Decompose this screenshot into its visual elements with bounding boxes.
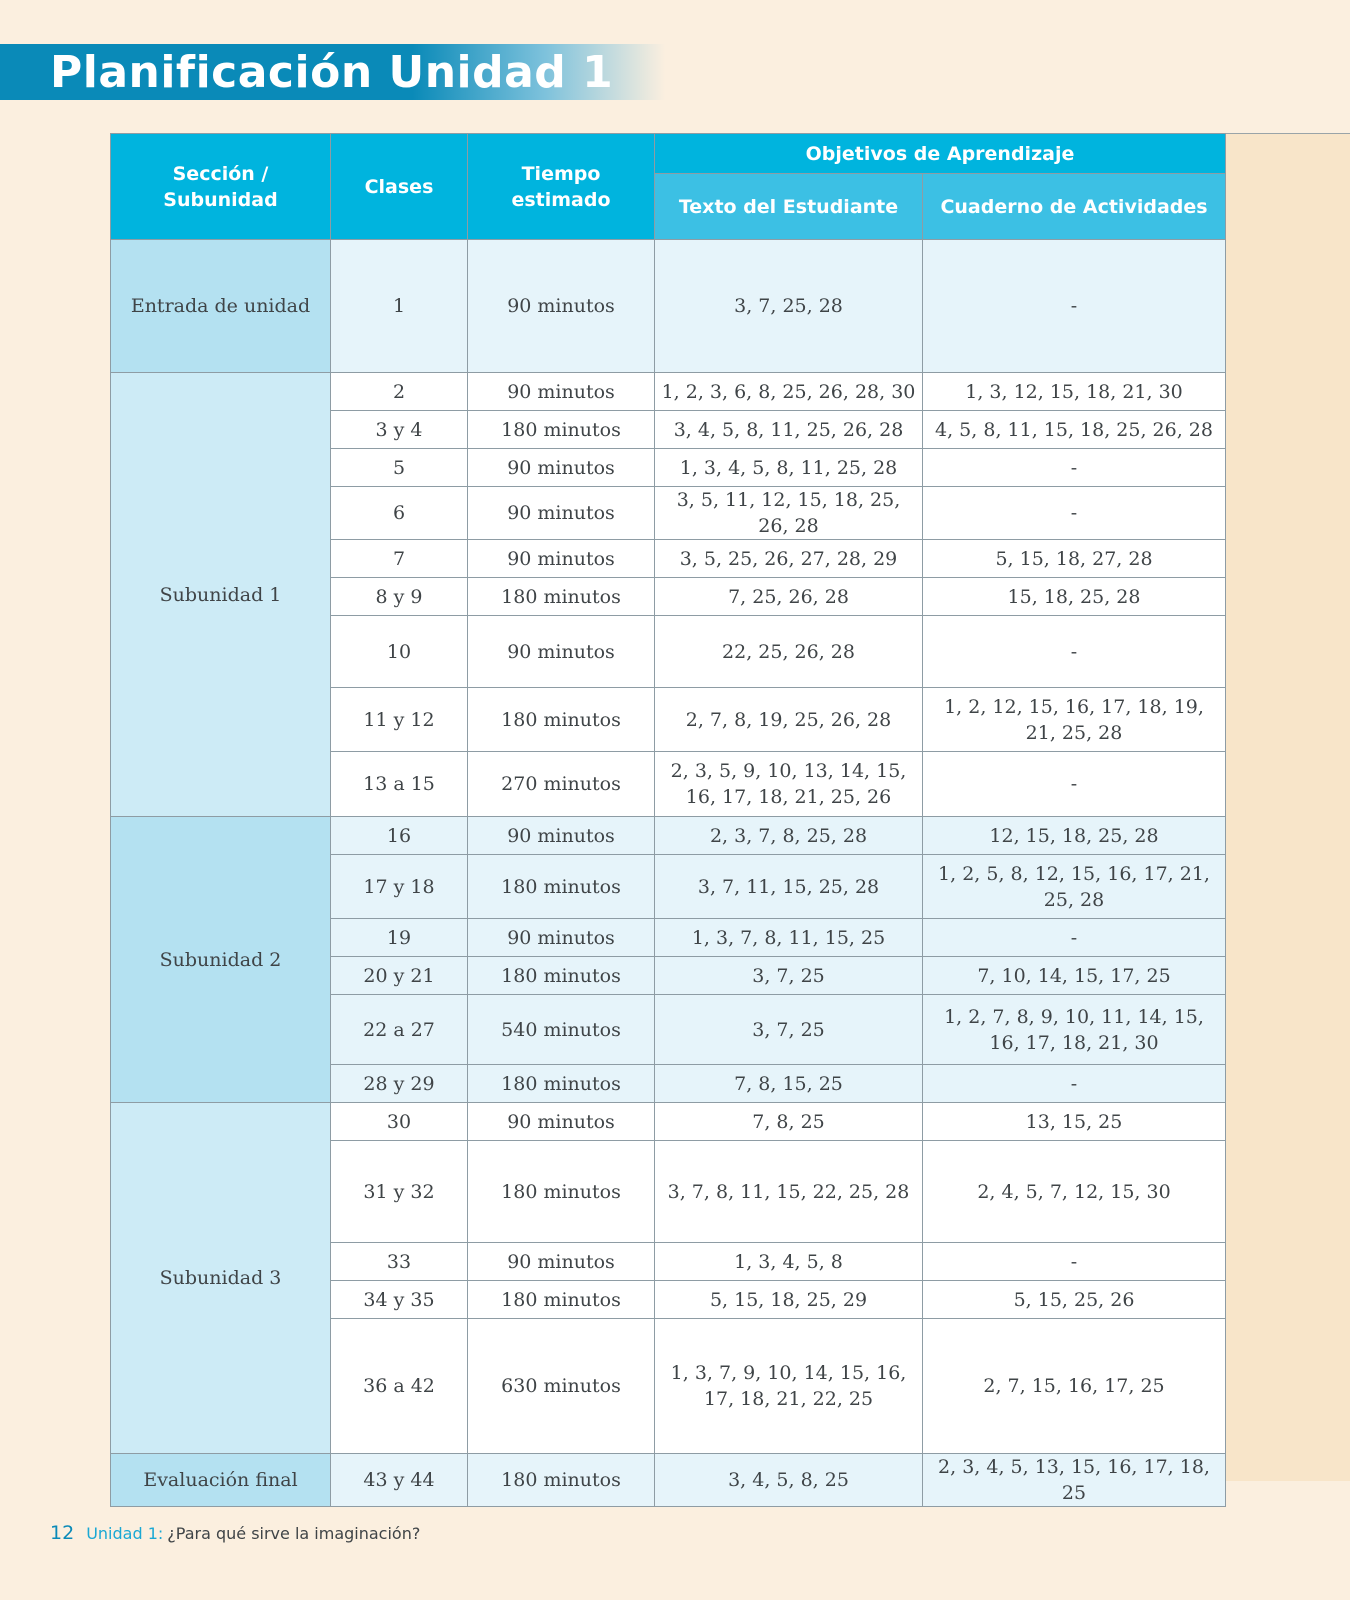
time-cell: 90 minutos	[468, 449, 655, 487]
student-text-cell: 5, 15, 18, 25, 29	[655, 1281, 923, 1319]
activity-book-cell: 1, 2, 5, 8, 12, 15, 16, 17, 21, 25, 28	[923, 855, 1226, 919]
activity-book-cell: 15, 18, 25, 28	[923, 578, 1226, 616]
student-text-cell: 22, 25, 26, 28	[655, 616, 923, 688]
time-cell: 270 minutos	[468, 752, 655, 817]
section-label: Entrada de unidad	[111, 240, 331, 373]
activity-book-cell: 4, 5, 8, 11, 15, 18, 25, 26, 28	[923, 411, 1226, 449]
activity-book-cell: 2, 4, 5, 7, 12, 15, 30	[923, 1141, 1226, 1243]
student-text-cell: 1, 3, 4, 5, 8, 11, 25, 28	[655, 449, 923, 487]
activity-book-cell: -	[923, 1243, 1226, 1281]
time-cell: 90 minutos	[468, 240, 655, 373]
student-text-cell: 1, 2, 3, 6, 8, 25, 26, 28, 30	[655, 373, 923, 411]
classes-cell: 20 y 21	[331, 957, 468, 995]
section-label: Evaluación final	[111, 1454, 331, 1507]
table-row	[111, 1103, 1226, 1141]
classes-cell: 6	[331, 487, 468, 540]
table-row	[111, 817, 1226, 855]
student-text-cell: 3, 5, 11, 12, 15, 18, 25, 26, 28	[655, 487, 923, 540]
activity-book-cell: -	[923, 919, 1226, 957]
classes-cell: 33	[331, 1243, 468, 1281]
time-cell: 180 minutos	[468, 411, 655, 449]
classes-cell: 31 y 32	[331, 1141, 468, 1243]
student-text-cell: 7, 25, 26, 28	[655, 578, 923, 616]
footer-unit-label: Unidad 1:	[86, 1524, 164, 1543]
activity-book-cell: -	[923, 449, 1226, 487]
time-cell: 90 minutos	[468, 540, 655, 578]
student-text-cell: 1, 3, 4, 5, 8	[655, 1243, 923, 1281]
classes-cell: 17 y 18	[331, 855, 468, 919]
activity-book-cell: 12, 15, 18, 25, 28	[923, 817, 1226, 855]
time-cell: 90 minutos	[468, 487, 655, 540]
classes-cell: 1	[331, 240, 468, 373]
classes-cell: 5	[331, 449, 468, 487]
activity-book-cell: 2, 7, 15, 16, 17, 25	[923, 1319, 1226, 1454]
activity-book-cell: 1, 2, 7, 8, 9, 10, 11, 14, 15, 16, 17, 18, 21, 30	[923, 995, 1226, 1065]
activity-book-cell: -	[923, 752, 1226, 817]
time-cell: 90 minutos	[468, 1243, 655, 1281]
planning-table	[110, 133, 1226, 1507]
activity-book-cell: 2, 3, 4, 5, 13, 15, 16, 17, 18, 25	[923, 1454, 1226, 1507]
student-text-cell: 7, 8, 15, 25	[655, 1065, 923, 1103]
activity-book-cell: 5, 15, 25, 26	[923, 1281, 1226, 1319]
right-margin-rule	[1225, 133, 1350, 134]
classes-cell: 2	[331, 373, 468, 411]
classes-cell: 13 a 15	[331, 752, 468, 817]
classes-cell: 28 y 29	[331, 1065, 468, 1103]
table-row	[111, 240, 1226, 373]
table-row	[111, 373, 1226, 411]
classes-cell: 30	[331, 1103, 468, 1141]
header-objectives: Objetivos de Aprendizaje	[655, 134, 1226, 174]
student-text-cell: 7, 8, 25	[655, 1103, 923, 1141]
student-text-cell: 3, 7, 25, 28	[655, 240, 923, 373]
student-text-cell: 1, 3, 7, 8, 11, 15, 25	[655, 919, 923, 957]
student-text-cell: 1, 3, 7, 9, 10, 14, 15, 16, 17, 18, 21, 22, 25	[655, 1319, 923, 1454]
classes-cell: 11 y 12	[331, 688, 468, 752]
classes-cell: 3 y 4	[331, 411, 468, 449]
activity-book-cell: 1, 2, 12, 15, 16, 17, 18, 19, 21, 25, 28	[923, 688, 1226, 752]
time-cell: 180 minutos	[468, 1141, 655, 1243]
student-text-cell: 2, 3, 7, 8, 25, 28	[655, 817, 923, 855]
time-cell: 630 minutos	[468, 1319, 655, 1454]
header-classes: Clases	[331, 134, 468, 240]
classes-cell: 10	[331, 616, 468, 688]
classes-cell: 8 y 9	[331, 578, 468, 616]
time-cell: 180 minutos	[468, 1281, 655, 1319]
student-text-cell: 3, 7, 11, 15, 25, 28	[655, 855, 923, 919]
classes-cell: 36 a 42	[331, 1319, 468, 1454]
student-text-cell: 3, 4, 5, 8, 25	[655, 1454, 923, 1507]
page-title: Planificación Unidad 1	[50, 47, 614, 98]
header-section: Sección / Subunidad	[111, 134, 331, 240]
section-label: Subunidad 3	[111, 1103, 331, 1454]
activity-book-cell: 1, 3, 12, 15, 18, 21, 30	[923, 373, 1226, 411]
classes-cell: 16	[331, 817, 468, 855]
section-label: Subunidad 1	[111, 373, 331, 817]
time-cell: 180 minutos	[468, 1454, 655, 1507]
header-activity-book: Cuaderno de Actividades	[923, 174, 1226, 240]
header-student-text: Texto del Estudiante	[655, 174, 923, 240]
classes-cell: 34 y 35	[331, 1281, 468, 1319]
section-label: Subunidad 2	[111, 817, 331, 1103]
time-cell: 180 minutos	[468, 578, 655, 616]
time-cell: 90 minutos	[468, 373, 655, 411]
time-cell: 540 minutos	[468, 995, 655, 1065]
student-text-cell: 3, 7, 25	[655, 957, 923, 995]
student-text-cell: 3, 4, 5, 8, 11, 25, 26, 28	[655, 411, 923, 449]
student-text-cell: 2, 7, 8, 19, 25, 26, 28	[655, 688, 923, 752]
time-cell: 180 minutos	[468, 855, 655, 919]
activity-book-cell: 13, 15, 25	[923, 1103, 1226, 1141]
time-cell: 90 minutos	[468, 919, 655, 957]
student-text-cell: 3, 7, 8, 11, 15, 22, 25, 28	[655, 1141, 923, 1243]
classes-cell: 22 a 27	[331, 995, 468, 1065]
page-number: 12	[50, 1522, 75, 1544]
table-row	[111, 1454, 1226, 1507]
classes-cell: 7	[331, 540, 468, 578]
time-cell: 90 minutos	[468, 616, 655, 688]
student-text-cell: 3, 5, 25, 26, 27, 28, 29	[655, 540, 923, 578]
student-text-cell: 3, 7, 25	[655, 995, 923, 1065]
classes-cell: 43 y 44	[331, 1454, 468, 1507]
page-footer	[50, 1522, 420, 1544]
time-cell: 90 minutos	[468, 817, 655, 855]
time-cell: 180 minutos	[468, 688, 655, 752]
time-cell: 180 minutos	[468, 957, 655, 995]
student-text-cell: 2, 3, 5, 9, 10, 13, 14, 15, 16, 17, 18, 21, 25, 26	[655, 752, 923, 817]
right-margin-strip	[1225, 133, 1350, 1481]
activity-book-cell: -	[923, 616, 1226, 688]
classes-cell: 19	[331, 919, 468, 957]
activity-book-cell: -	[923, 240, 1226, 373]
time-cell: 180 minutos	[468, 1065, 655, 1103]
header-time: Tiempo estimado	[468, 134, 655, 240]
activity-book-cell: -	[923, 487, 1226, 540]
footer-unit-title: ¿Para qué sirve la imaginación?	[167, 1524, 421, 1543]
activity-book-cell: 7, 10, 14, 15, 17, 25	[923, 957, 1226, 995]
activity-book-cell: 5, 15, 18, 27, 28	[923, 540, 1226, 578]
activity-book-cell: -	[923, 1065, 1226, 1103]
time-cell: 90 minutos	[468, 1103, 655, 1141]
